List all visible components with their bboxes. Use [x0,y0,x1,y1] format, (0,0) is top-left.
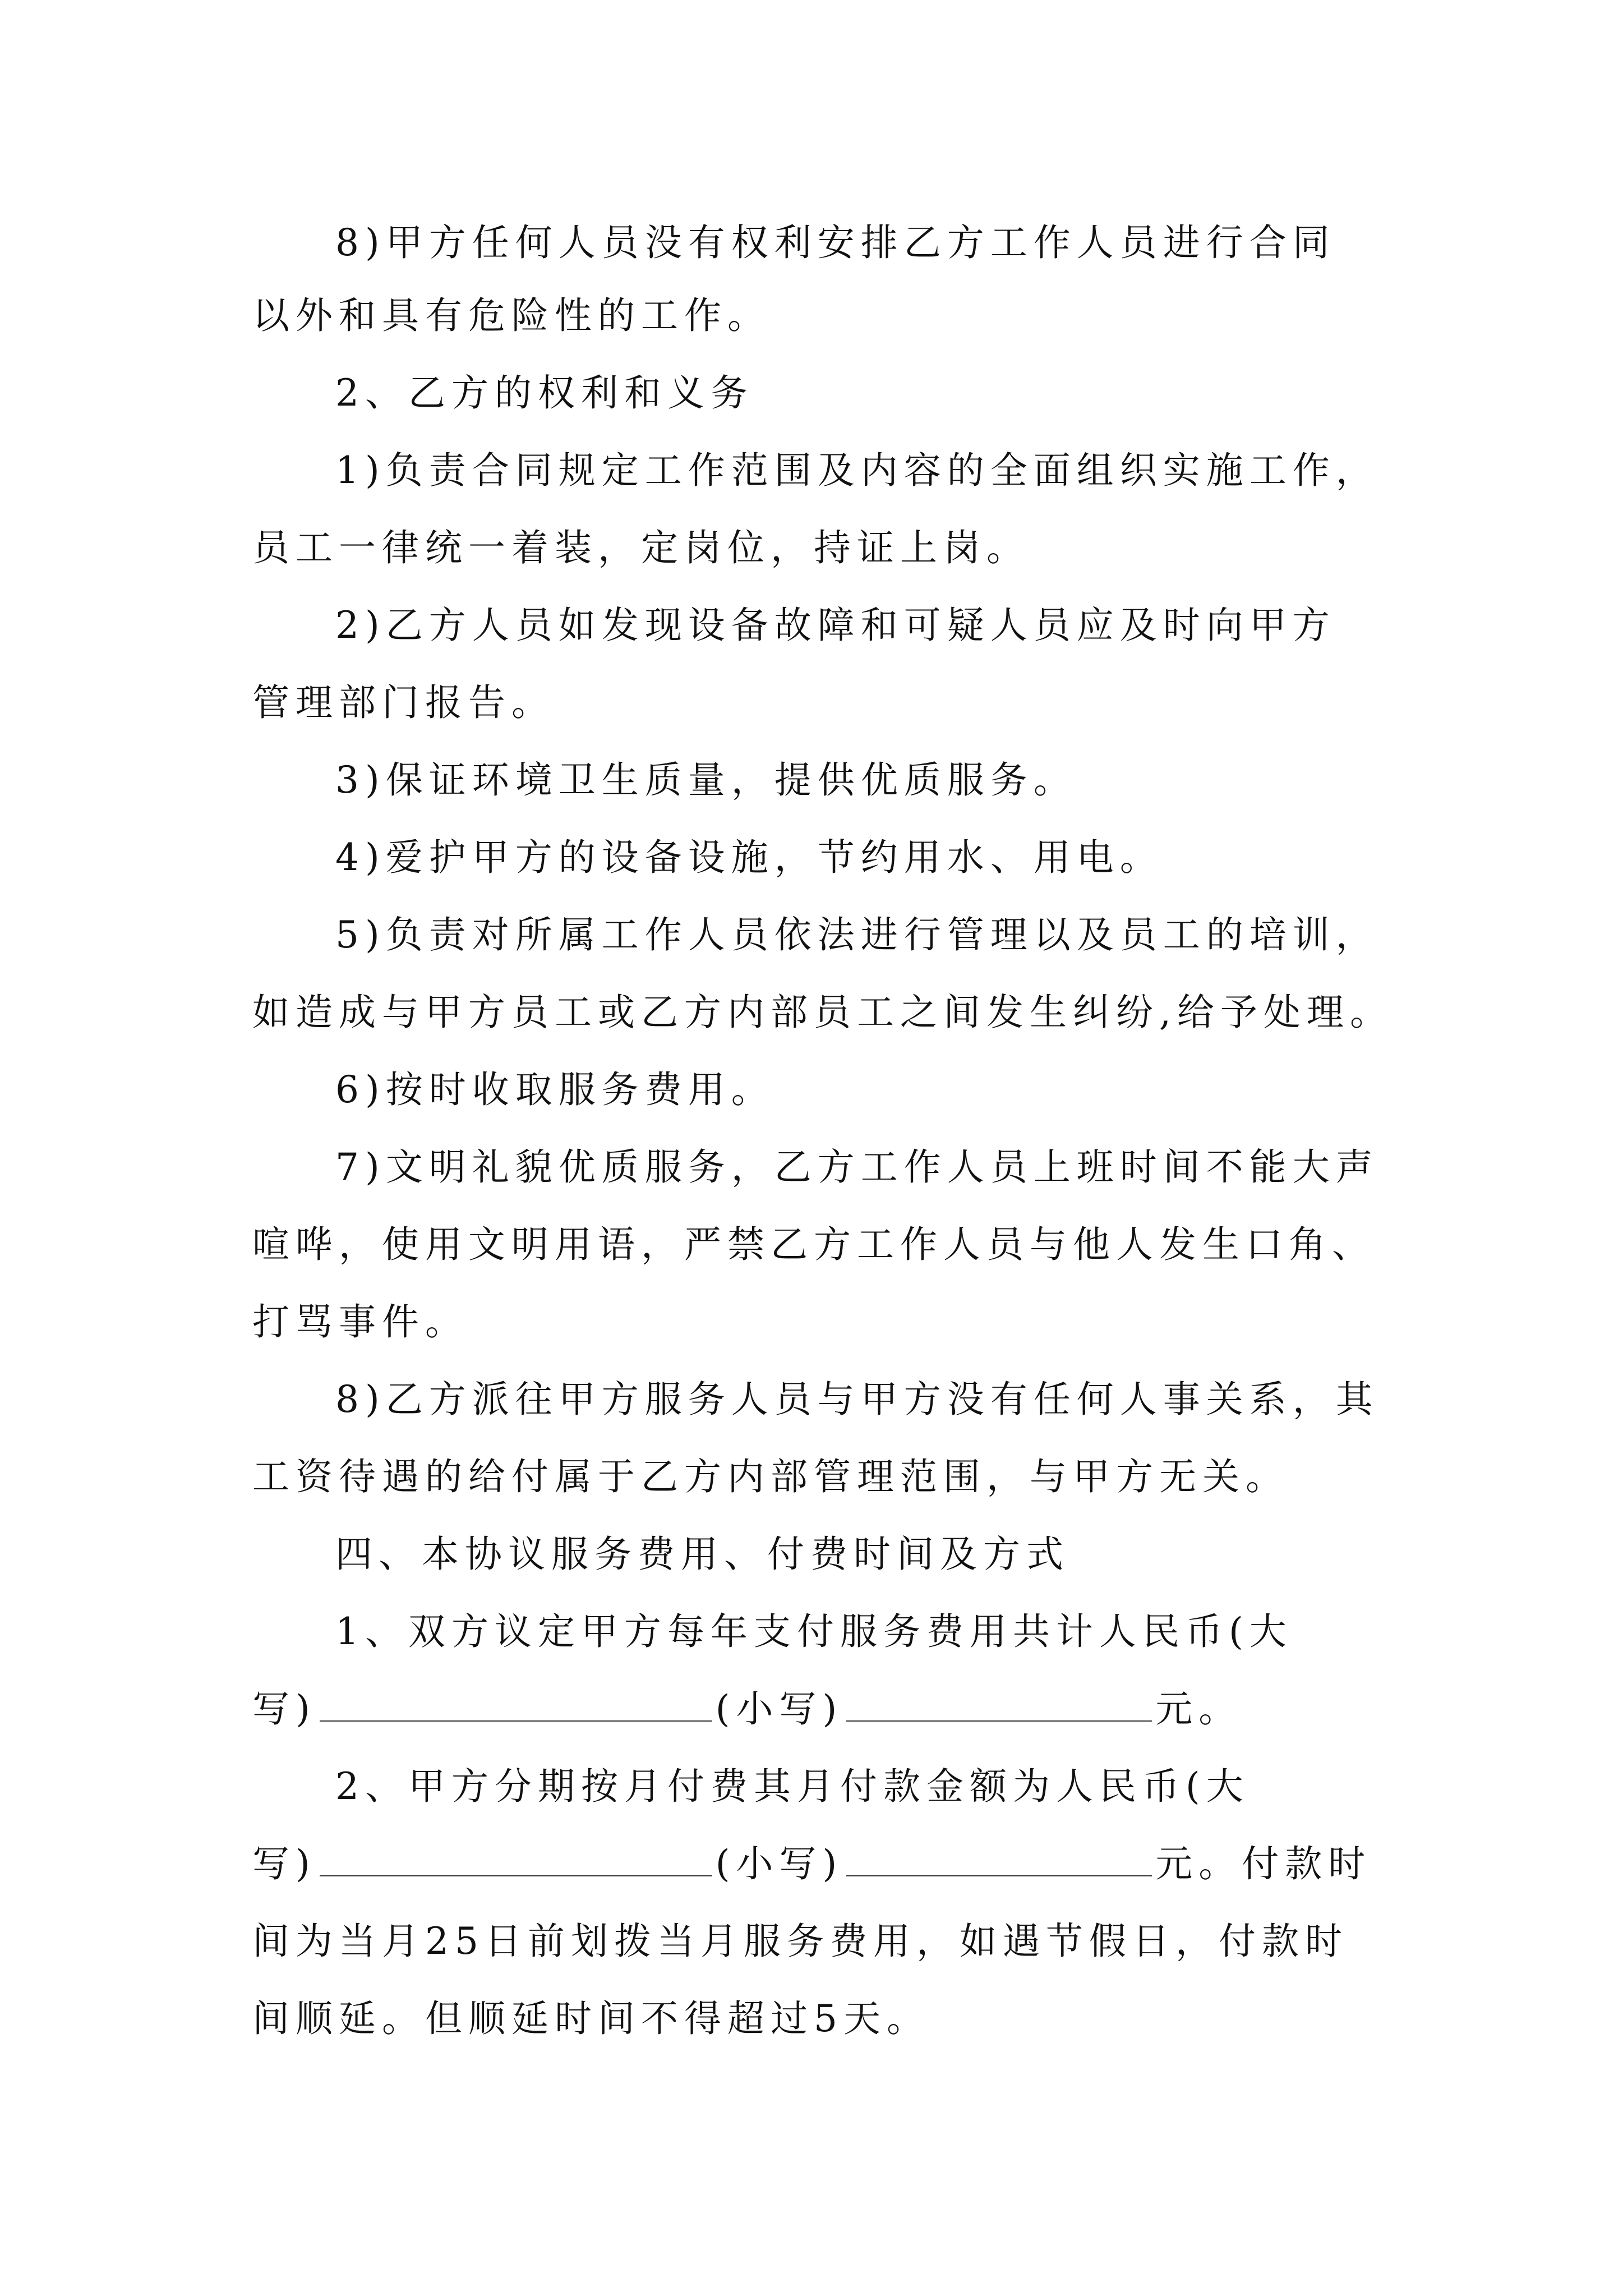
paragraph-line: 如造成与甲方员工或乙方内部员工之间发生纠纷,给予处理。 [252,991,1393,1034]
paragraph-line: 7)文明礼貌优质服务，乙方工作人员上班时间不能大声 [335,1145,1379,1189]
paragraph-line: 2)乙方人员如发现设备故障和可疑人员应及时向甲方 [335,604,1336,647]
paragraph-line: 间顺延。但顺延时间不得超过5天。 [252,1997,930,2040]
paragraph-line: 8)甲方任何人员没有权利安排乙方工作人员进行合同 [335,221,1336,264]
fill-suffix: 元。付款时 [1155,1842,1372,1885]
paragraph-line: 管理部门报告。 [252,681,555,724]
paragraph-line: 间为当月25日前划拨当月服务费用，如遇节假日，付款时 [252,1920,1348,1963]
paragraph-line: 2、甲方分期按月付费其月付款金额为人民币(大 [335,1765,1249,1808]
fill-in-line [252,1687,1242,1731]
paragraph-line: 6)按时收取服务费用。 [335,1068,774,1111]
blank-uppercase-amount [320,1720,712,1722]
paragraph-line: 工资待遇的给付属于乙方内部管理范围，与甲方无关。 [252,1455,1289,1498]
blank-uppercase-amount [320,1875,712,1876]
paragraph-line: 8)乙方派往甲方服务人员与甲方没有任何人事关系，其 [335,1378,1379,1421]
paragraph-line: 喧哗，使用文明用语，严禁乙方工作人员与他人发生口角、 [252,1223,1375,1266]
paragraph-line: 5)负责对所属工作人员依法进行管理以及员工的培训， [335,913,1379,956]
blank-lowercase-amount [846,1720,1152,1722]
section-heading: 四、本协议服务费用、付费时间及方式 [335,1533,1069,1576]
blank-lowercase-amount [846,1875,1152,1876]
fill-middle: (小写) [715,1687,843,1731]
fill-prefix: 写) [252,1687,316,1731]
paragraph-line: 1)负责合同规定工作范围及内容的全面组织实施工作， [335,449,1379,492]
paragraph-line: 4)爱护甲方的设备设施，节约用水、用电。 [335,836,1163,879]
paragraph-line: 员工一律统一着装，定岗位，持证上岗。 [252,526,1030,569]
fill-middle: (小写) [715,1842,843,1885]
fill-in-line [252,1842,1372,1885]
fill-suffix: 元。 [1155,1687,1242,1731]
fill-prefix: 写) [252,1842,316,1885]
paragraph-line: 打骂事件。 [252,1300,468,1343]
section-heading: 2、乙方的权利和义务 [335,371,754,415]
paragraph-line: 1、双方议定甲方每年支付服务费用共计人民币(大 [335,1610,1293,1653]
paragraph-line: 3)保证环境卫生质量，提供优质服务。 [335,758,1077,802]
paragraph-line: 以外和具有危险性的工作。 [252,294,771,337]
